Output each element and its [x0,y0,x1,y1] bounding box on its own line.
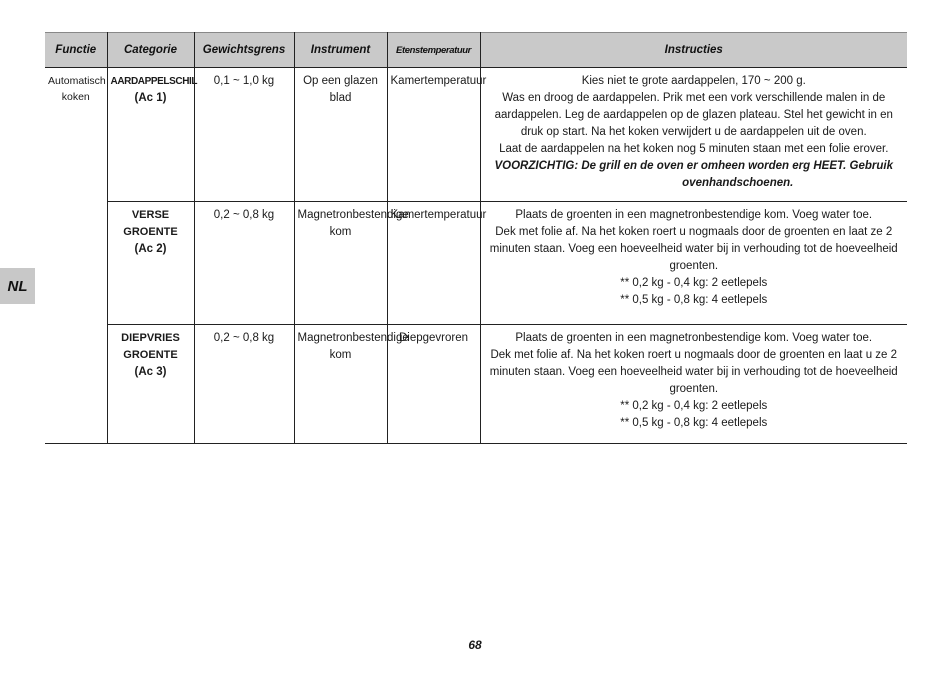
category-code: (Ac 2) [134,243,167,255]
auto-cook-table [45,32,907,444]
category-cell [107,68,198,202]
category-name: DIEPVRIES GROENTE [121,332,180,361]
instruction-line: ** 0,2 kg - 0,4 kg: 2 eetlepels [620,400,768,412]
table-header-row [45,33,907,68]
header-instrument: Instrument [294,33,387,68]
header-instructies: Instructies [480,33,907,68]
category-name: VERSE GROENTE [123,209,178,238]
temperature-cell: Kamertemperatuur [387,202,480,325]
weight-cell: 0,2 ~ 0,8 kg [194,325,294,444]
table-row [45,68,907,202]
category-name: AARDAPPELSCHIL [110,76,198,87]
instrument-cell: Magnetronbestendige kom [294,202,387,325]
instrument-cell: Op een glazen blad [294,68,387,202]
header-etenstemperatuur: Etenstemperatuur [387,33,480,68]
table-row [45,325,907,444]
instruction-line: Laat de aardappelen na het koken nog 5 minuten staan met een folie erover. [499,143,889,155]
weight-cell: 0,1 ~ 1,0 kg [194,68,294,202]
instruction-line: ** 0,5 kg - 0,8 kg: 4 eetlepels [620,294,768,306]
instruction-line: Was en droog de aardappelen. Prik met een vork verschillende malen in de aardappelen. Leg de aardappelen op de glazen plateau. Stel het gewicht in en druk op start. Na het koken verwijdert u de aardappelen uit de oven. [494,92,893,138]
table-row [45,202,907,325]
header-categorie: Categorie [107,33,194,68]
category-code: (Ac 3) [134,366,167,378]
category-cell [107,325,194,444]
warning-text-continued: ovenhandschoenen. [682,177,794,189]
instructions-cell [480,202,907,325]
instruction-line: Dek met folie af. Na het koken roert u nogmaals door de groenten en laat ze 2 minuten staan. Voeg een hoeveelheid water bij in verhouding tot de hoeveelheid groenten. [489,226,898,272]
instruction-line: Dek met folie af. Na het koken roert u nogmaals door de groenten en laat u ze 2 minuten staan. Voeg een hoeveelheid water bij in verhouding tot de hoeveelheid groenten. [489,349,898,395]
instruction-line: Kies niet te grote aardappelen, 170 ~ 200 g. [581,75,806,87]
instruction-line: ** 0,5 kg - 0,8 kg: 4 eetlepels [620,417,768,429]
category-code: (Ac 1) [134,92,167,104]
instruction-line: Plaats de groenten in een magnetronbestendige kom. Voeg water toe. [515,209,873,221]
instrument-cell: Magnetronbestendige kom [294,325,387,444]
function-cell: Automatisch koken [45,68,107,444]
language-tab: NL [0,268,35,304]
weight-cell: 0,2 ~ 0,8 kg [194,202,294,325]
temperature-cell: Diepgevroren [387,325,480,444]
instructions-cell [480,325,907,444]
header-functie: Functie [45,33,107,68]
temperature-cell: Kamertemperatuur [387,68,480,202]
header-gewichtsgrens: Gewichtsgrens [194,33,294,68]
category-cell [107,202,194,325]
warning-text: VOORZICHTIG: De grill en de oven er omheen worden erg HEET. Gebruik [494,160,894,172]
instruction-line: Plaats de groenten in een magnetronbestendige kom. Voeg water toe. [515,332,873,344]
page-number: 68 [468,638,482,652]
instruction-line: ** 0,2 kg - 0,4 kg: 2 eetlepels [620,277,768,289]
instructions-cell [480,68,907,202]
